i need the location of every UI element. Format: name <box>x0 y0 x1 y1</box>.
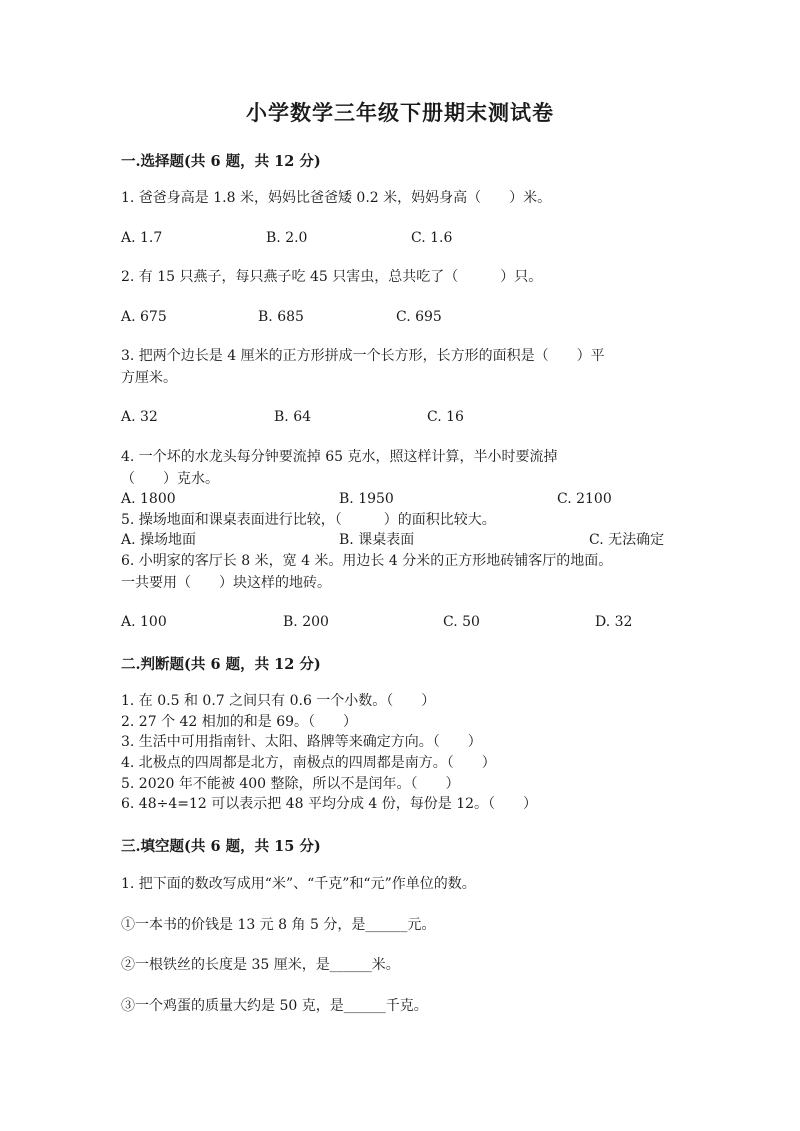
question-text: 3. 把两个边长是 4 厘米的正方形拼成一个长方形，长方形的面积是（ ）平 <box>121 348 605 364</box>
fill-item: ②一根铁丝的长度是 35 厘米，是______米。 <box>121 957 400 973</box>
question-text: 1. 爸爸身高是 1.8 米，妈妈比爸爸矮 0.2 米，妈妈身高（ ）米。 <box>121 190 552 206</box>
judgment-item: 6. 48÷4=12 可以表示把 48 平均分成 4 份，每份是 12。（ ） <box>121 796 538 812</box>
option-b: B. 课桌表面 <box>339 532 415 548</box>
question-text-cont: 方厘米。 <box>121 370 177 386</box>
option-b: B. 685 <box>258 309 304 325</box>
option-c: C. 50 <box>443 614 480 630</box>
option-c: C. 16 <box>427 409 464 425</box>
option-a: A. 675 <box>121 309 167 325</box>
option-b: B. 64 <box>274 409 312 425</box>
option-a: A. 100 <box>121 614 167 630</box>
question-text: 6. 小明家的客厅长 8 米，宽 4 米。用边长 4 分米的正方形地砖铺客厅的地面。 <box>121 553 613 569</box>
section-header-fill: 三.填空题(共 6 题，共 15 分) <box>121 838 321 855</box>
option-a: A. 操场地面 <box>121 532 197 548</box>
question-text-cont: 一共要用（ ）块这样的地砖。 <box>121 575 331 591</box>
judgment-item: 5. 2020 年不能被 400 整除，所以不是闰年。（ ） <box>121 776 460 792</box>
option-a: A. 1.7 <box>121 230 163 246</box>
option-c: C. 2100 <box>557 491 612 507</box>
page-title: 小学数学三年级下册期末测试卷 <box>246 100 554 125</box>
option-c: C. 1.6 <box>411 230 453 246</box>
option-b: B. 200 <box>283 614 329 630</box>
question-text: 5. 操场地面和课桌表面进行比较，（ ）的面积比较大。 <box>121 512 496 528</box>
option-a: A. 1800 <box>121 491 176 507</box>
judgment-item: 4. 北极点的四周都是北方，南极点的四周都是南方。（ ） <box>121 755 496 771</box>
section-header-choice: 一.选择题(共 6 题，共 12 分) <box>121 153 321 170</box>
option-b: B. 1950 <box>339 491 394 507</box>
question-text: 2. 有 15 只燕子，每只燕子吃 45 只害虫，总共吃了（ ）只。 <box>121 269 543 285</box>
judgment-item: 1. 在 0.5 和 0.7 之间只有 0.6 一个小数。（ ） <box>121 693 436 709</box>
judgment-item: 2. 27 个 42 相加的和是 69。（ ） <box>121 714 358 730</box>
section-header-judgment: 二.判断题(共 6 题，共 12 分) <box>121 656 321 673</box>
fill-item: ③一个鸡蛋的质量大约是 50 克，是______千克。 <box>121 998 428 1014</box>
option-d: D. 32 <box>595 614 633 630</box>
judgment-item: 3. 生活中可用指南针、太阳、路牌等来确定方向。（ ） <box>121 734 482 750</box>
fill-item: ①一本书的价钱是 13 元 8 角 5 分，是______元。 <box>121 917 436 933</box>
question-text-cont: （ ）克水。 <box>121 471 219 487</box>
option-c: C. 无法确定 <box>589 532 665 548</box>
option-a: A. 32 <box>121 409 158 425</box>
option-b: B. 2.0 <box>266 230 308 246</box>
fill-item: 1. 把下面的数改写成用“米”、“千克”和“元”作单位的数。 <box>121 876 476 892</box>
question-text: 4. 一个坏的水龙头每分钟要流掉 65 克水，照这样计算，半小时要流掉 <box>121 449 558 465</box>
option-c: C. 695 <box>396 309 442 325</box>
